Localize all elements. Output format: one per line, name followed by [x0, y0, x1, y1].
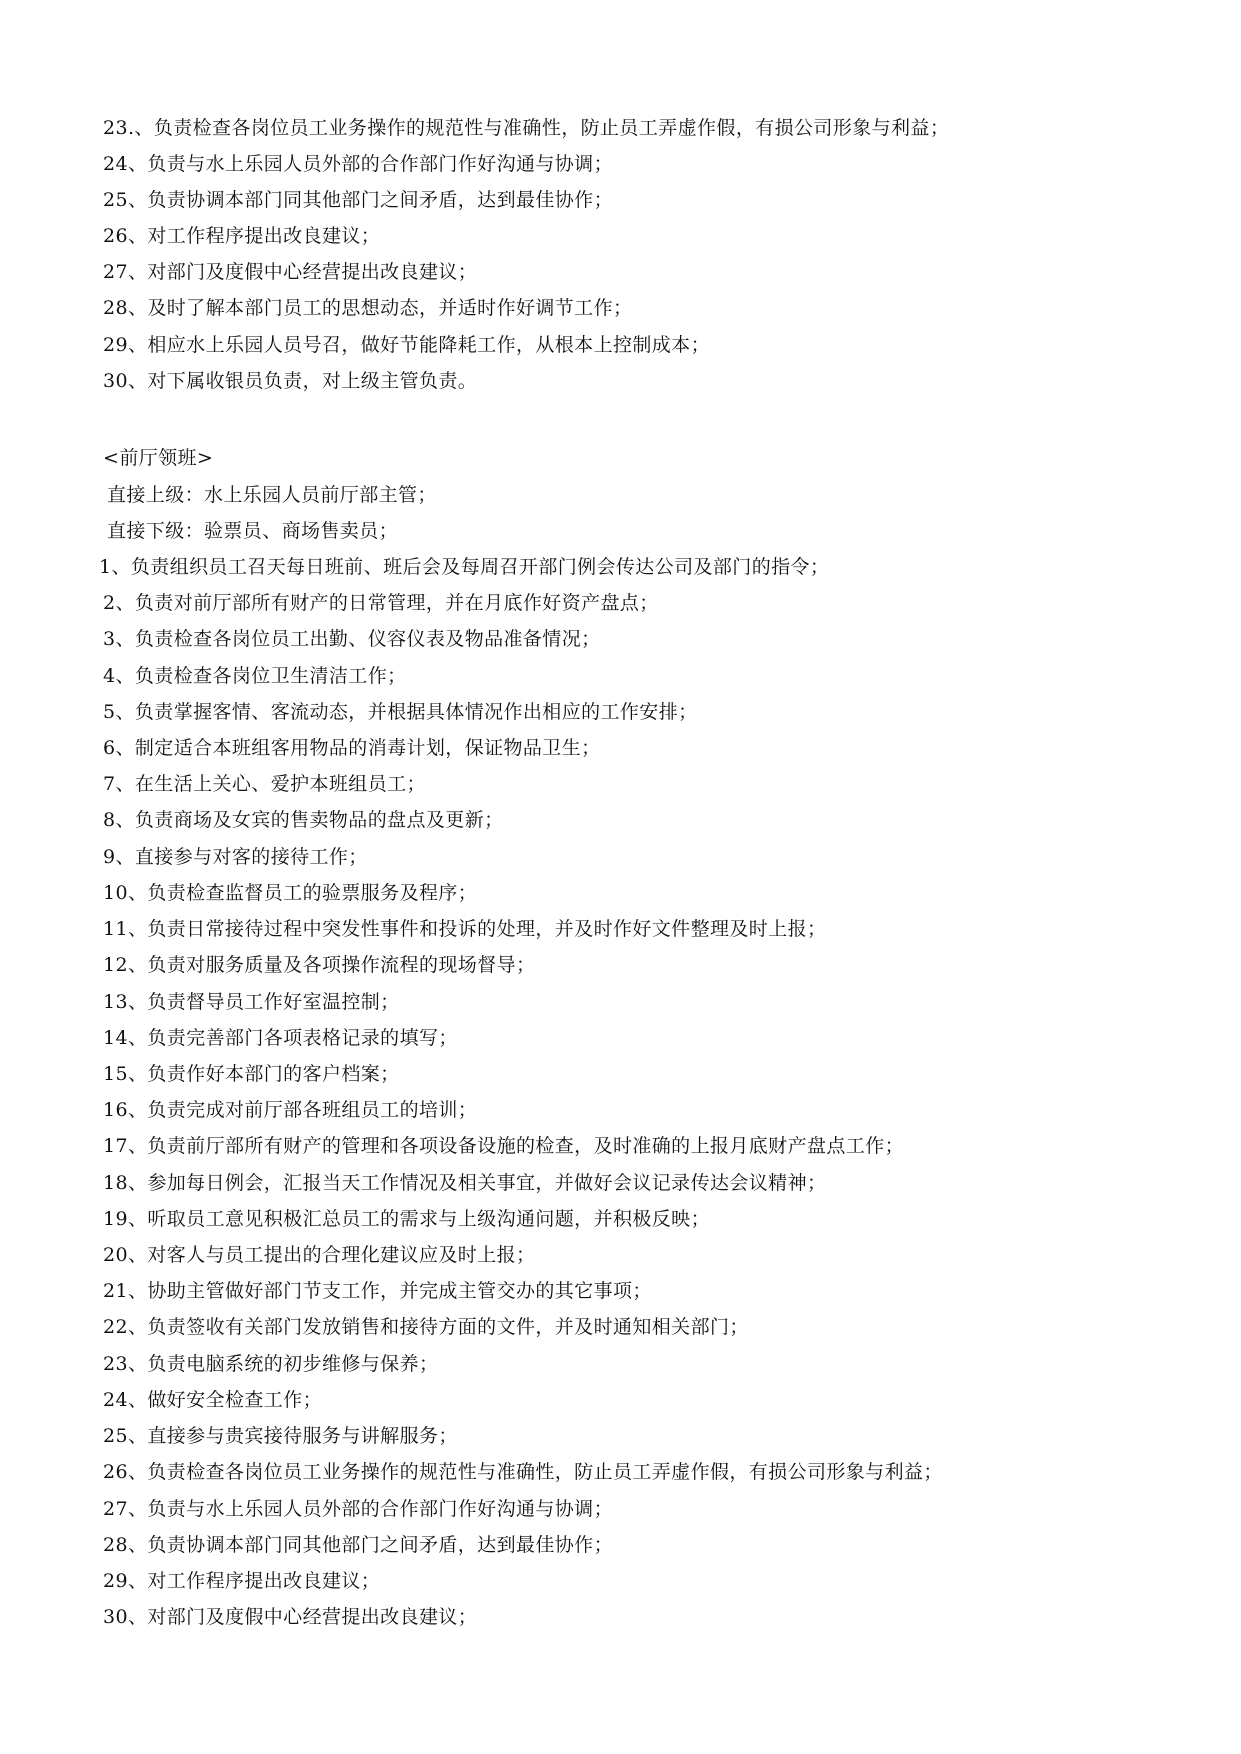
list-item: 29、相应水上乐园人员号召，做好节能降耗工作，从根本上控制成本； — [103, 334, 710, 356]
list-item: 29、对工作程序提出改良建议； — [103, 1570, 381, 1592]
list-item: 12、负责对服务质量及各项操作流程的现场督导； — [103, 954, 536, 976]
list-item: 9、直接参与对客的接待工作； — [103, 846, 368, 868]
list-item: 4、负责检查各岗位卫生清洁工作； — [103, 665, 407, 687]
list-item: 30、对部门及度假中心经营提出改良建议； — [103, 1606, 478, 1628]
list-item: 8、负责商场及女宾的售卖物品的盘点及更新； — [103, 809, 504, 831]
list-item: 11、负责日常接待过程中突发性事件和投诉的处理，并及时作好文件整理及时上报； — [103, 918, 827, 940]
list-item: 5、负责掌握客情、客流动态，并根据具体情况作出相应的工作安排； — [103, 701, 698, 723]
direct-subordinate: 直接下级：验票员、商场售卖员； — [107, 520, 399, 542]
list-item: 30、对下属收银员负责，对上级主管负责。 — [103, 370, 478, 392]
list-item: 23.、负责检查各岗位员工业务操作的规范性与准确性，防止员工弄虚作假，有损公司形象与利益； — [103, 117, 950, 139]
list-item: 28、及时了解本部门员工的思想动态，并适时作好调节工作； — [103, 297, 633, 319]
list-item: 6、制定适合本班组客用物品的消毒计划，保证物品卫生； — [103, 737, 601, 759]
section-heading: <前厅领班> — [103, 447, 214, 469]
list-item: 2、负责对前厅部所有财产的日常管理，并在月底作好资产盘点； — [103, 592, 659, 614]
list-item: 24、负责与水上乐园人员外部的合作部门作好沟通与协调； — [103, 153, 613, 175]
list-item: 26、负责检查各岗位员工业务操作的规范性与准确性，防止员工弄虚作假，有损公司形象与利益； — [103, 1461, 943, 1483]
list-item: 10、负责检查监督员工的验票服务及程序； — [103, 882, 478, 904]
list-item: 24、做好安全检查工作； — [103, 1389, 322, 1411]
list-item: 18、参加每日例会，汇报当天工作情况及相关事宜，并做好会议记录传达会议精神； — [103, 1172, 827, 1194]
list-item: 25、直接参与贵宾接待服务与讲解服务； — [103, 1425, 458, 1447]
list-item: 20、对客人与员工提出的合理化建议应及时上报； — [103, 1244, 536, 1266]
list-item: 14、负责完善部门各项表格记录的填写； — [103, 1027, 458, 1049]
list-item: 28、负责协调本部门同其他部门之间矛盾，达到最佳协作； — [103, 1534, 613, 1556]
list-item: 3、负责检查各岗位员工出勤、仪容仪表及物品准备情况； — [103, 628, 601, 650]
list-item: 27、对部门及度假中心经营提出改良建议； — [103, 261, 478, 283]
list-item: 7、在生活上关心、爱护本班组员工； — [103, 773, 426, 795]
list-item: 26、对工作程序提出改良建议； — [103, 225, 381, 247]
list-item: 22、负责签收有关部门发放销售和接待方面的文件，并及时通知相关部门； — [103, 1316, 749, 1338]
list-item: 23、负责电脑系统的初步维修与保养； — [103, 1353, 439, 1375]
list-item: 15、负责作好本部门的客户档案； — [103, 1063, 400, 1085]
list-item: 13、负责督导员工作好室温控制； — [103, 991, 400, 1013]
list-item: 1、负责组织员工召天每日班前、班后会及每周召开部门例会传达公司及部门的指令； — [99, 556, 830, 578]
list-item: 17、负责前厅部所有财产的管理和各项设备设施的检查，及时准确的上报月底财产盘点工作； — [103, 1135, 904, 1157]
list-item: 19、听取员工意见积极汇总员工的需求与上级沟通问题，并积极反映； — [103, 1208, 710, 1230]
list-item: 21、协助主管做好部门节支工作，并完成主管交办的其它事项； — [103, 1280, 652, 1302]
direct-superior: 直接上级：水上乐园人员前厅部主管； — [107, 484, 437, 506]
list-item: 27、负责与水上乐园人员外部的合作部门作好沟通与协调； — [103, 1498, 613, 1520]
list-item: 25、负责协调本部门同其他部门之间矛盾，达到最佳协作； — [103, 189, 613, 211]
list-item: 16、负责完成对前厅部各班组员工的培训； — [103, 1099, 478, 1121]
